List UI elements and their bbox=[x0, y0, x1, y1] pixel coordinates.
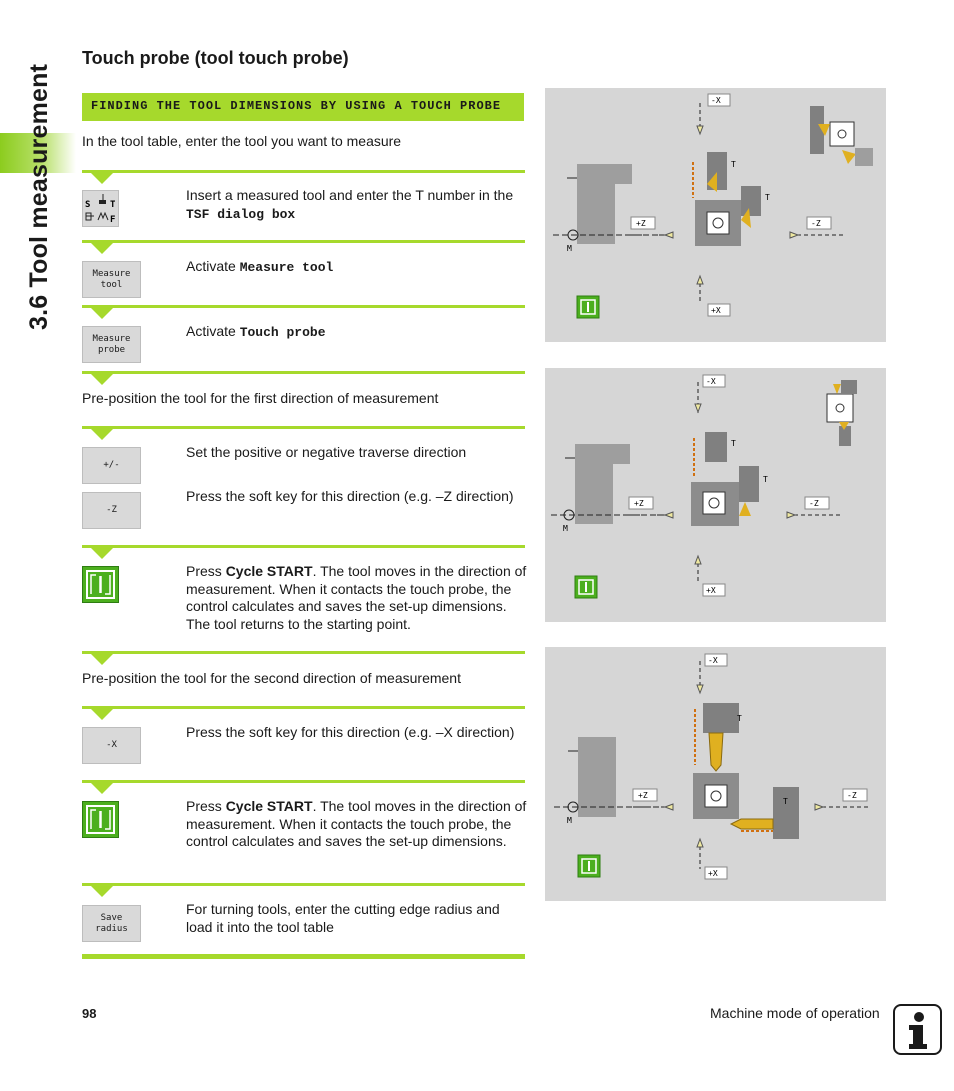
tsf-icon bbox=[83, 191, 120, 228]
info-icon bbox=[893, 1004, 942, 1055]
cycle-start-button[interactable] bbox=[82, 566, 119, 603]
step-arrow bbox=[91, 374, 113, 385]
footer-chapter: Machine mode of operation bbox=[710, 1005, 880, 1021]
svg-text:S: S bbox=[85, 200, 91, 210]
step-arrow bbox=[91, 429, 113, 440]
svg-text:+X: +X bbox=[706, 586, 716, 595]
separator bbox=[82, 651, 525, 654]
figure-2 bbox=[545, 368, 886, 622]
step-arrow bbox=[91, 654, 113, 665]
svg-text:T: T bbox=[765, 193, 770, 202]
svg-text:T: T bbox=[783, 797, 788, 806]
separator bbox=[82, 371, 525, 374]
step-arrow bbox=[91, 783, 113, 794]
tsf-softkey[interactable] bbox=[82, 190, 119, 227]
chapter-title: 3.6 Tool measurement bbox=[25, 63, 53, 330]
step-arrow bbox=[91, 548, 113, 559]
step-arrow bbox=[91, 243, 113, 254]
step-cycle-start-2: Press Cycle START. The tool moves in the direction of measurement. When it contacts the touch probe, the control calculates and saves the set-up dimensions. bbox=[186, 798, 527, 849]
section-heading: FINDING THE TOOL DIMENSIONS BY USING A TOUCH PROBE bbox=[82, 93, 524, 119]
measure-probe-softkey[interactable]: Measure probe bbox=[82, 326, 141, 363]
step-press-x: Press the soft key for this direction (e.g. –X direction) bbox=[186, 724, 515, 740]
step-activate-probe: Activate Touch probe bbox=[186, 323, 326, 340]
svg-text:M: M bbox=[563, 524, 568, 533]
minus-z-softkey[interactable]: -Z bbox=[82, 492, 141, 529]
svg-text:+Z: +Z bbox=[638, 791, 648, 800]
svg-text:+X: +X bbox=[708, 869, 718, 878]
page-number: 98 bbox=[82, 1006, 97, 1021]
cycle-start-button[interactable] bbox=[82, 801, 119, 838]
figure-3 bbox=[545, 647, 886, 901]
step-set-direction: Set the positive or negative traverse direction bbox=[186, 444, 467, 460]
save-radius-softkey[interactable]: Save radius bbox=[82, 905, 141, 942]
svg-text:F: F bbox=[110, 215, 116, 225]
separator bbox=[82, 706, 525, 709]
cycle-start-icon bbox=[83, 567, 118, 602]
svg-text:+Z: +Z bbox=[634, 499, 644, 508]
svg-text:-Z: -Z bbox=[811, 219, 821, 228]
separator bbox=[82, 780, 525, 783]
step-arrow bbox=[91, 709, 113, 720]
step-activate-measure: Activate Measure tool bbox=[186, 258, 334, 275]
svg-text:M: M bbox=[567, 816, 572, 825]
separator bbox=[82, 426, 525, 429]
svg-text:T: T bbox=[737, 714, 742, 723]
separator bbox=[82, 240, 525, 243]
svg-text:+Z: +Z bbox=[636, 219, 646, 228]
svg-text:-Z: -Z bbox=[809, 499, 819, 508]
svg-text:M: M bbox=[567, 244, 572, 253]
svg-text:T: T bbox=[110, 200, 116, 210]
svg-text:-Z: -Z bbox=[847, 791, 857, 800]
minus-x-softkey[interactable]: -X bbox=[82, 727, 141, 764]
step-arrow bbox=[91, 886, 113, 897]
cycle-start-icon bbox=[83, 802, 118, 837]
svg-text:T: T bbox=[731, 160, 736, 169]
separator bbox=[82, 545, 525, 548]
svg-text:-X: -X bbox=[711, 96, 721, 105]
page-title: Touch probe (tool touch probe) bbox=[82, 48, 349, 68]
separator bbox=[82, 305, 525, 308]
intro-text: In the tool table, enter the tool you want to measure bbox=[82, 133, 402, 149]
separator bbox=[82, 170, 525, 173]
bottom-bar bbox=[82, 954, 525, 959]
svg-text:T: T bbox=[731, 439, 736, 448]
heading-underline bbox=[82, 119, 524, 121]
step-preposition-first: Pre-position the tool for the first direction of measurement bbox=[82, 390, 439, 406]
plus-minus-softkey[interactable]: +/- bbox=[82, 447, 141, 484]
svg-text:-X: -X bbox=[708, 656, 718, 665]
step-arrow bbox=[91, 308, 113, 319]
step-press-z: Press the soft key for this direction (e.g. –Z direction) bbox=[186, 488, 514, 504]
step-save-radius: For turning tools, enter the cutting edge radius and load it into the tool table bbox=[186, 901, 500, 935]
step-arrow bbox=[91, 173, 113, 184]
figure-1 bbox=[545, 88, 886, 342]
svg-text:+X: +X bbox=[711, 306, 721, 315]
step-cycle-start-1: Press Cycle START. The tool moves in the direction of measurement. When it contacts the touch probe, the control calculates and saves the set-up dimensions. The tool returns to the starting point. bbox=[186, 563, 527, 632]
step-insert-tool: Insert a measured tool and enter the T number in the TSF dialog box bbox=[186, 187, 514, 222]
svg-text:T: T bbox=[763, 475, 768, 484]
measure-tool-softkey[interactable]: Measure tool bbox=[82, 261, 141, 298]
separator bbox=[82, 883, 525, 886]
step-preposition-second: Pre-position the tool for the second direction of measurement bbox=[82, 670, 461, 686]
svg-text:-X: -X bbox=[706, 377, 716, 386]
